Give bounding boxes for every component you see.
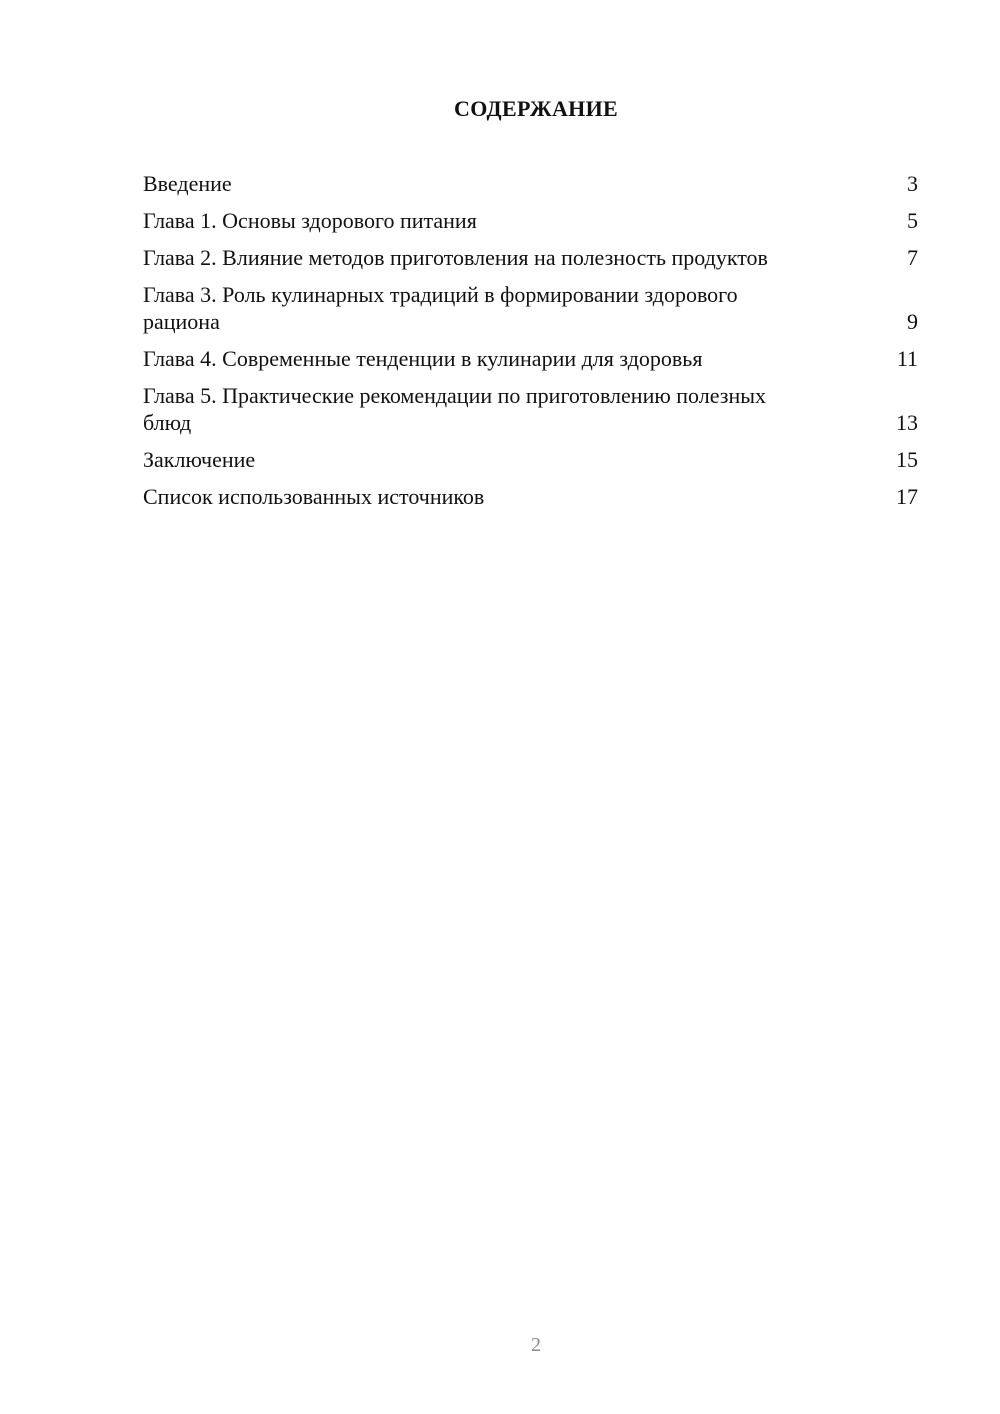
- toc-item-text: Глава 4. Современные тенденции в кулинарии для здоровья: [143, 346, 703, 371]
- toc-item-page: 5: [907, 208, 918, 233]
- toc-item-text: Глава 5. Практические рекомендации по приготовлению полезных блюд: [143, 383, 767, 435]
- toc-item-text: Заключение: [143, 447, 256, 472]
- toc-item-introduction: [143, 170, 918, 197]
- toc-item-text: Введение: [143, 171, 232, 196]
- toc-item-chapter-5: [143, 382, 918, 436]
- toc-item-chapter-2: [143, 244, 918, 271]
- toc-item-page: 11: [896, 346, 918, 371]
- toc-item-page: 3: [907, 171, 918, 196]
- toc-item-chapter-4: [143, 345, 918, 372]
- toc-item-text: Глава 1. Основы здорового питания: [143, 208, 477, 233]
- toc-item-text: Список использованных источников: [143, 484, 485, 509]
- page-title: СОДЕРЖАНИЕ: [454, 96, 618, 121]
- toc-item-page: 7: [907, 245, 918, 270]
- table-of-contents: [143, 170, 918, 520]
- toc-item-page: 9: [907, 309, 918, 334]
- toc-item-page: 17: [896, 484, 918, 509]
- toc-item-page: 15: [896, 447, 918, 472]
- page-number: 2: [531, 1334, 541, 1356]
- toc-item-text: Глава 3. Роль кулинарных традиций в формировании здорового рациона: [143, 282, 738, 334]
- toc-item-chapter-1: [143, 207, 918, 234]
- toc-item-page: 13: [896, 410, 918, 435]
- toc-item-text: Глава 2. Влияние методов приготовления на полезность продуктов: [143, 245, 768, 270]
- toc-item-references: [143, 483, 918, 510]
- toc-item-chapter-3: [143, 281, 918, 335]
- toc-item-conclusion: [143, 446, 918, 473]
